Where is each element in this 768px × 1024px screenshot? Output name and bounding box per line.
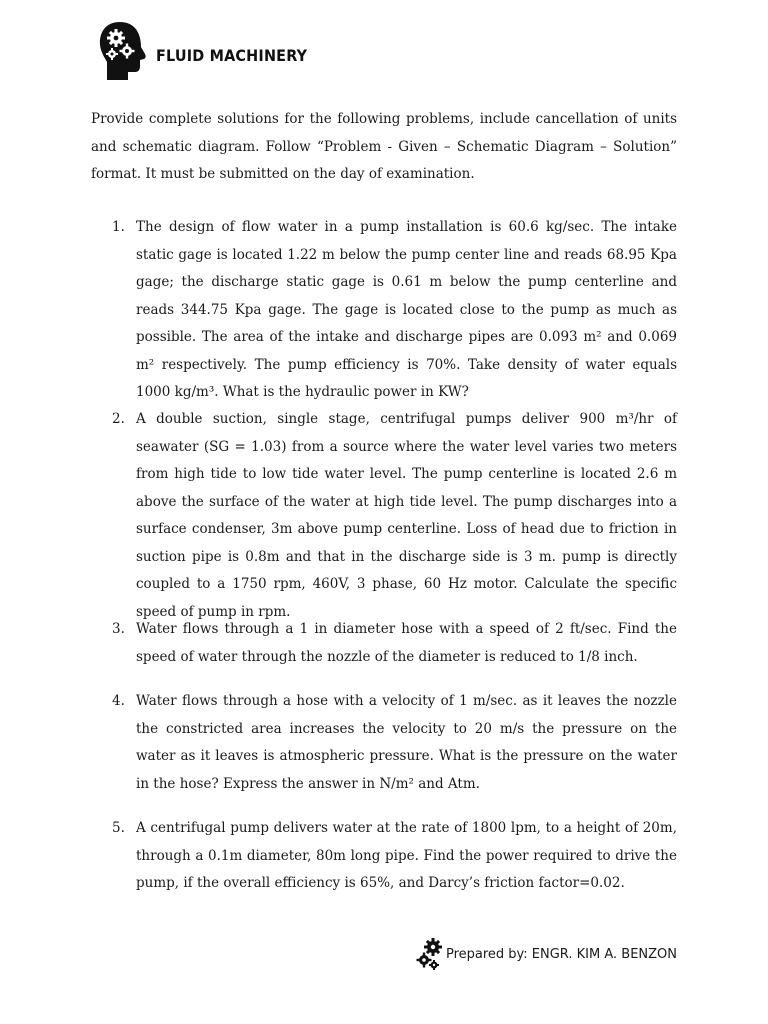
problem-item-3 <box>91 616 677 671</box>
problem-item-5 <box>91 815 677 898</box>
problem-number: 5. <box>112 820 125 836</box>
problem-text: Water flows through a 1 in diameter hose with a speed of 2 ft/sec. Find the speed of water through the nozzle of the diameter is reduced to 1/8 inch. <box>136 621 677 665</box>
problem-item-4 <box>91 688 677 798</box>
problem-text: The design of flow water in a pump installation is 60.6 kg/sec. The intake static gage is located 1.22 m below the pump center line and reads 68.95 Kpa gage; the discharge static gage is 0.61 m below the pump centerline and reads 344.75 Kpa gage. The gage is located close to the pump as much as possible. The area of the intake and discharge pipes are 0.093 m² and 0.069 m² respectively. The pump efficiency is 70%. Take density of water equals 1000 kg/m³. What is the hydraulic power in KW? <box>136 219 677 400</box>
instructions-paragraph: Provide complete solutions for the following problems, include cancellation of units and schematic diagram. Follow “Problem - Given – Schematic Diagram – Solution” format. It must be submitted on the day of examination. <box>91 111 677 182</box>
document-header <box>98 20 324 82</box>
problem-number: 3. <box>112 621 125 637</box>
head-gears-icon <box>98 20 148 82</box>
document-title: FLUID MACHINERY <box>156 45 308 65</box>
problem-text: A centrifugal pump delivers water at the rate of 1800 lpm, to a height of 20m, through a 0.1m diameter, 80m long pipe. Find the power required to drive the pump, if the overall efficiency is 65%, and Darcy’s friction factor=0.02. <box>136 820 677 891</box>
problem-number: 2. <box>112 411 125 427</box>
gears-icon <box>416 937 444 971</box>
problem-item-1 <box>91 214 677 407</box>
problem-item-2 <box>91 406 677 626</box>
prepared-by-text: Prepared by: ENGR. KIM A. BENZON <box>445 946 677 962</box>
problem-text: A double suction, single stage, centrifugal pumps deliver 900 m³/hr of seawater (SG = 1.03) from a source where the water level varies two meters from high tide to low tide water level. The pump centerline is located 2.6 m above the surface of the water at high tide level. The pump discharges into a surface condenser, 3m above pump centerline. Loss of head due to friction in suction pipe is 0.8m and that in the discharge side is 3 m. pump is directly coupled to a 1750 rpm, 460V, 3 phase, 60 Hz motor. Calculate the specific speed of pump in rpm. <box>136 411 677 620</box>
problem-text: Water flows through a hose with a velocity of 1 m/sec. as it leaves the nozzle the constricted area increases the velocity to 20 m/s the pressure on the water as it leaves is atmospheric pressure. What is the pressure on the water in the hose? Express the answer in N/m² and Atm. <box>136 693 677 792</box>
problem-number: 4. <box>112 693 125 709</box>
problem-number: 1. <box>112 219 125 235</box>
prepared-by-footer <box>416 937 677 971</box>
